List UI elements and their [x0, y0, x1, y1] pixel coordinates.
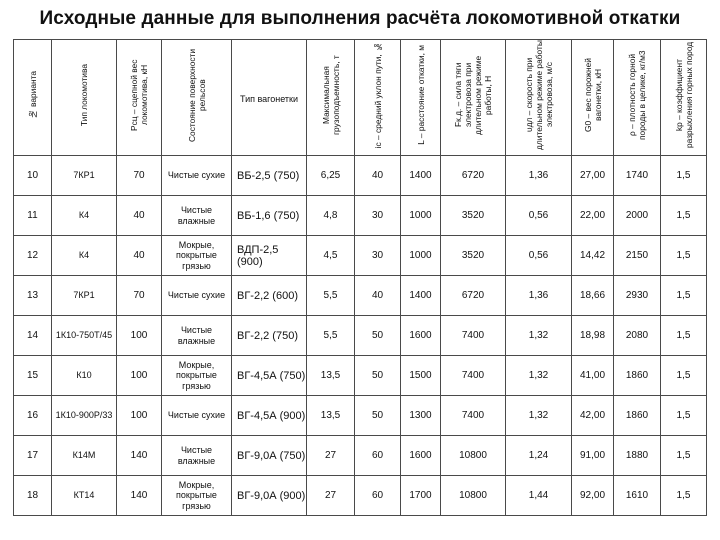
empty-weight-cell: 14,42 — [572, 236, 614, 276]
col-header-empty-weight: G0 – вес порожней вагонетки, кН — [572, 40, 614, 156]
speed-cell: 1,36 — [506, 276, 572, 316]
coupling-weight-cell: 70 — [117, 156, 162, 196]
table-row — [14, 316, 707, 356]
rock-density-cell: 1880 — [614, 436, 661, 476]
col-header-wagon-type: Тип вагонетки — [232, 40, 307, 156]
rock-density-cell: 1860 — [614, 396, 661, 436]
haul-distance-cell: 1500 — [401, 356, 441, 396]
traction-force-cell: 7400 — [441, 316, 506, 356]
loosening-coef-cell: 1,5 — [661, 196, 707, 236]
col-header-coupling-weight: Pсц – сцепной вес локомотива, кН — [117, 40, 162, 156]
coupling-weight-cell: 40 — [117, 236, 162, 276]
variant-cell: 14 — [14, 316, 52, 356]
col-header-max-capacity: Максимальная грузоподъемность, т — [307, 40, 355, 156]
empty-weight-cell: 27,00 — [572, 156, 614, 196]
rail-surface-cell: Чистые влажные — [162, 316, 232, 356]
col-header-variant: № варианта — [14, 40, 52, 156]
rail-surface-cell: Чистые сухие — [162, 156, 232, 196]
speed-cell: 1,32 — [506, 356, 572, 396]
variant-cell: 10 — [14, 156, 52, 196]
loosening-coef-cell: 1,5 — [661, 156, 707, 196]
speed-cell: 1,24 — [506, 436, 572, 476]
loosening-coef-cell: 1,5 — [661, 396, 707, 436]
wagon-type-cell: ВБ-2,5 (750) — [232, 156, 307, 196]
traction-force-cell: 10800 — [441, 476, 506, 516]
variant-cell: 12 — [14, 236, 52, 276]
rock-density-cell: 2150 — [614, 236, 661, 276]
speed-cell: 0,56 — [506, 196, 572, 236]
wagon-type-cell: ВГ-9,0А (900) — [232, 476, 307, 516]
variant-cell: 17 — [14, 436, 52, 476]
haul-distance-cell: 1000 — [401, 196, 441, 236]
wagon-type-cell: ВДП-2,5 (900) — [232, 236, 307, 276]
loosening-coef-cell: 1,5 — [661, 236, 707, 276]
wagon-type-cell: ВГ-4,5А (750) — [232, 356, 307, 396]
rail-surface-cell: Чистые влажные — [162, 196, 232, 236]
col-header-loosening-coef: kр – коэффициент разрыхления горных пород — [661, 40, 707, 156]
coupling-weight-cell: 140 — [117, 476, 162, 516]
coupling-weight-cell: 100 — [117, 396, 162, 436]
wagon-type-cell: ВГ-2,2 (750) — [232, 316, 307, 356]
coupling-weight-cell: 100 — [117, 316, 162, 356]
col-header-rail-surface: Состояние поверхности рельсов — [162, 40, 232, 156]
traction-force-cell: 3520 — [441, 236, 506, 276]
max-capacity-cell: 13,5 — [307, 396, 355, 436]
table-row — [14, 436, 707, 476]
loosening-coef-cell: 1,5 — [661, 356, 707, 396]
max-capacity-cell: 4,5 — [307, 236, 355, 276]
avg-slope-cell: 50 — [355, 356, 401, 396]
avg-slope-cell: 60 — [355, 476, 401, 516]
col-header-locomotive-type: Тип локомотива — [52, 40, 117, 156]
max-capacity-cell: 13,5 — [307, 356, 355, 396]
rock-density-cell: 2930 — [614, 276, 661, 316]
page-title: Исходные данные для выполнения расчёта локомотивной откатки — [39, 8, 681, 29]
locomotive-cell: 1К10-750Т/45 — [52, 316, 117, 356]
coupling-weight-cell: 100 — [117, 356, 162, 396]
avg-slope-cell: 40 — [355, 156, 401, 196]
locomotive-cell: К4 — [52, 236, 117, 276]
table-row — [14, 476, 707, 516]
locomotive-cell: 7КР1 — [52, 156, 117, 196]
wagon-type-cell: ВГ-2,2 (600) — [232, 276, 307, 316]
variant-cell: 13 — [14, 276, 52, 316]
table-row — [14, 196, 707, 236]
variant-cell: 16 — [14, 396, 52, 436]
haul-distance-cell: 1700 — [401, 476, 441, 516]
rail-surface-cell: Мокрые, покрытые грязью — [162, 476, 232, 516]
locomotive-cell: К10 — [52, 356, 117, 396]
rail-surface-cell: Мокрые, покрытые грязью — [162, 356, 232, 396]
variant-cell: 15 — [14, 356, 52, 396]
col-header-haul-distance: L – расстояние откатки, м — [401, 40, 441, 156]
empty-weight-cell: 41,00 — [572, 356, 614, 396]
speed-cell: 0,56 — [506, 236, 572, 276]
speed-cell: 1,32 — [506, 316, 572, 356]
avg-slope-cell: 60 — [355, 436, 401, 476]
coupling-weight-cell: 70 — [117, 276, 162, 316]
empty-weight-cell: 91,00 — [572, 436, 614, 476]
col-header-rock-density: ρ – плотность горной породы в целике, кг/м3 — [614, 40, 661, 156]
wagon-type-cell: ВБ-1,6 (750) — [232, 196, 307, 236]
haul-distance-cell: 1000 — [401, 236, 441, 276]
loosening-coef-cell: 1,5 — [661, 316, 707, 356]
col-header-avg-slope: iс – средний уклон пути, ‰ — [355, 40, 401, 156]
wagon-type-cell: ВГ-4,5А (900) — [232, 396, 307, 436]
haul-distance-cell: 1400 — [401, 156, 441, 196]
avg-slope-cell: 50 — [355, 396, 401, 436]
haul-distance-cell: 1600 — [401, 436, 441, 476]
avg-slope-cell: 50 — [355, 316, 401, 356]
haul-distance-cell: 1300 — [401, 396, 441, 436]
rock-density-cell: 2000 — [614, 196, 661, 236]
coupling-weight-cell: 140 — [117, 436, 162, 476]
rail-surface-cell: Чистые сухие — [162, 396, 232, 436]
rock-density-cell: 1610 — [614, 476, 661, 516]
col-header-traction-force: Fк.д. – сила тяги электровоза при длительном режиме работы, Н — [441, 40, 506, 156]
variant-cell: 11 — [14, 196, 52, 236]
empty-weight-cell: 22,00 — [572, 196, 614, 236]
empty-weight-cell: 18,66 — [572, 276, 614, 316]
locomotive-data-table — [13, 39, 707, 516]
max-capacity-cell: 6,25 — [307, 156, 355, 196]
rail-surface-cell: Мокрые, покрытые грязью — [162, 236, 232, 276]
speed-cell: 1,32 — [506, 396, 572, 436]
traction-force-cell: 6720 — [441, 156, 506, 196]
rail-surface-cell: Чистые сухие — [162, 276, 232, 316]
max-capacity-cell: 27 — [307, 436, 355, 476]
avg-slope-cell: 40 — [355, 276, 401, 316]
rock-density-cell: 1860 — [614, 356, 661, 396]
loosening-coef-cell: 1,5 — [661, 476, 707, 516]
locomotive-cell: 7КР1 — [52, 276, 117, 316]
loosening-coef-cell: 1,5 — [661, 276, 707, 316]
table-row — [14, 156, 707, 196]
traction-force-cell: 3520 — [441, 196, 506, 236]
max-capacity-cell: 4,8 — [307, 196, 355, 236]
locomotive-cell: К4 — [52, 196, 117, 236]
rock-density-cell: 2080 — [614, 316, 661, 356]
empty-weight-cell: 42,00 — [572, 396, 614, 436]
wagon-type-cell: ВГ-9,0А (750) — [232, 436, 307, 476]
speed-cell: 1,36 — [506, 156, 572, 196]
rail-surface-cell: Чистые влажные — [162, 436, 232, 476]
coupling-weight-cell: 40 — [117, 196, 162, 236]
locomotive-cell: КТ14 — [52, 476, 117, 516]
traction-force-cell: 6720 — [441, 276, 506, 316]
avg-slope-cell: 30 — [355, 196, 401, 236]
haul-distance-cell: 1600 — [401, 316, 441, 356]
table-row — [14, 236, 707, 276]
max-capacity-cell: 27 — [307, 476, 355, 516]
traction-force-cell: 7400 — [441, 356, 506, 396]
traction-force-cell: 7400 — [441, 396, 506, 436]
max-capacity-cell: 5,5 — [307, 276, 355, 316]
col-header-speed: υдл – скорость при длительном режиме работы электровоза, м/с — [506, 40, 572, 156]
header-row — [14, 40, 707, 156]
table-row — [14, 276, 707, 316]
locomotive-cell: 1К10-900Р/33 — [52, 396, 117, 436]
empty-weight-cell: 18,98 — [572, 316, 614, 356]
loosening-coef-cell: 1,5 — [661, 436, 707, 476]
haul-distance-cell: 1400 — [401, 276, 441, 316]
variant-cell: 18 — [14, 476, 52, 516]
locomotive-cell: К14М — [52, 436, 117, 476]
max-capacity-cell: 5,5 — [307, 316, 355, 356]
speed-cell: 1,44 — [506, 476, 572, 516]
table-row — [14, 356, 707, 396]
table-row — [14, 396, 707, 436]
empty-weight-cell: 92,00 — [572, 476, 614, 516]
rock-density-cell: 1740 — [614, 156, 661, 196]
traction-force-cell: 10800 — [441, 436, 506, 476]
avg-slope-cell: 30 — [355, 236, 401, 276]
